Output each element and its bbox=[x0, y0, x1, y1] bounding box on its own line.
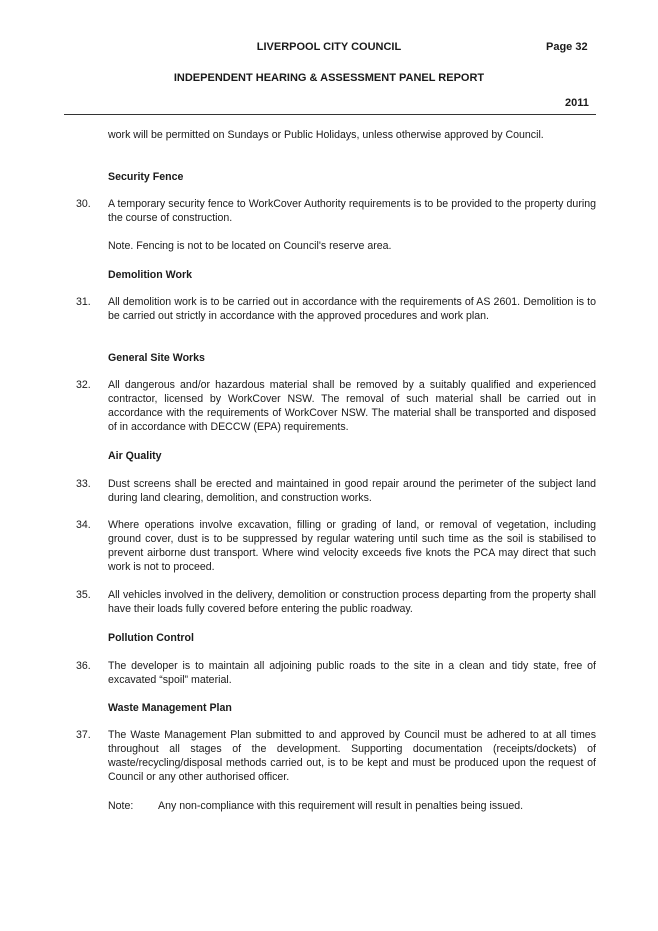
intro-paragraph: work will be permitted on Sundays or Public Holidays, unless otherwise approved by Council. bbox=[108, 129, 544, 141]
section-heading-security-fence: Security Fence bbox=[108, 171, 184, 183]
page-number: Page 32 bbox=[546, 41, 588, 53]
condition-text: The Waste Management Plan submitted to and approved by Council must be adhered to at all times throughout all stages of the development. Supporting documentation (receipts/dockets) of waste/recycling/disposal methods carried out, is to be kept and must be produced upon the request of Council or any other authorised officer. bbox=[108, 729, 596, 783]
condition-text: The developer is to maintain all adjoining public roads to the site in a clean and tidy state, free of excavated “spoil” material. bbox=[108, 660, 596, 686]
header-divider bbox=[64, 114, 596, 115]
report-title: INDEPENDENT HEARING & ASSESSMENT PANEL REPORT bbox=[173, 72, 485, 84]
condition-text: Dust screens shall be erected and maintained in good repair around the perimeter of the subject land during land clearing, demolition, and construction works. bbox=[108, 478, 596, 504]
council-name: LIVERPOOL CITY COUNCIL bbox=[256, 41, 402, 53]
note-label: Note: bbox=[108, 800, 134, 812]
fence-note: Note. Fencing is not to be located on Council's reserve area. bbox=[108, 240, 392, 252]
condition-number: 32. bbox=[76, 379, 91, 391]
condition-number: 33. bbox=[76, 478, 91, 490]
condition-number: 31. bbox=[76, 296, 91, 308]
section-heading-demolition-work: Demolition Work bbox=[108, 269, 192, 281]
condition-number: 35. bbox=[76, 589, 91, 601]
section-heading-general-site-works: General Site Works bbox=[108, 352, 205, 364]
condition-number: 36. bbox=[76, 660, 91, 672]
section-heading-waste-management-plan: Waste Management Plan bbox=[108, 702, 232, 714]
condition-text: All dangerous and/or hazardous material shall be removed by a suitably qualified and experienced contractor, licensed by WorkCover NSW. The removal of such material shall be carried out in accordance with the requirements of WorkCover NSW. The material shall be transported and disposed of in accordance with DECCW (EPA) requirements. bbox=[108, 379, 596, 433]
condition-number: 30. bbox=[76, 198, 91, 210]
report-year: 2011 bbox=[565, 97, 589, 109]
condition-text: All vehicles involved in the delivery, demolition or construction process departing from the property shall have their loads fully covered before entering the public roadway. bbox=[108, 589, 596, 615]
section-heading-pollution-control: Pollution Control bbox=[108, 632, 194, 644]
note-text: Any non-compliance with this requirement will result in penalties being issued. bbox=[158, 800, 524, 812]
section-heading-air-quality: Air Quality bbox=[108, 450, 162, 462]
condition-number: 34. bbox=[76, 519, 91, 531]
condition-text: All demolition work is to be carried out in accordance with the requirements of AS 2601. Demolition is to be carried out strictly in accordance with the approved procedures and work plan. bbox=[108, 296, 596, 322]
condition-text: A temporary security fence to WorkCover Authority requirements is to be provided to the property during the course of construction. bbox=[108, 198, 596, 224]
condition-text: Where operations involve excavation, filling or grading of land, or removal of vegetation, including ground cover, dust is to be suppressed by regular watering until such time as the soil is stabilised to prevent airborne dust transport. Where wind velocity exceeds five knots the PCA may direct that such work is not to proceed. bbox=[108, 519, 596, 573]
condition-number: 37. bbox=[76, 729, 91, 741]
